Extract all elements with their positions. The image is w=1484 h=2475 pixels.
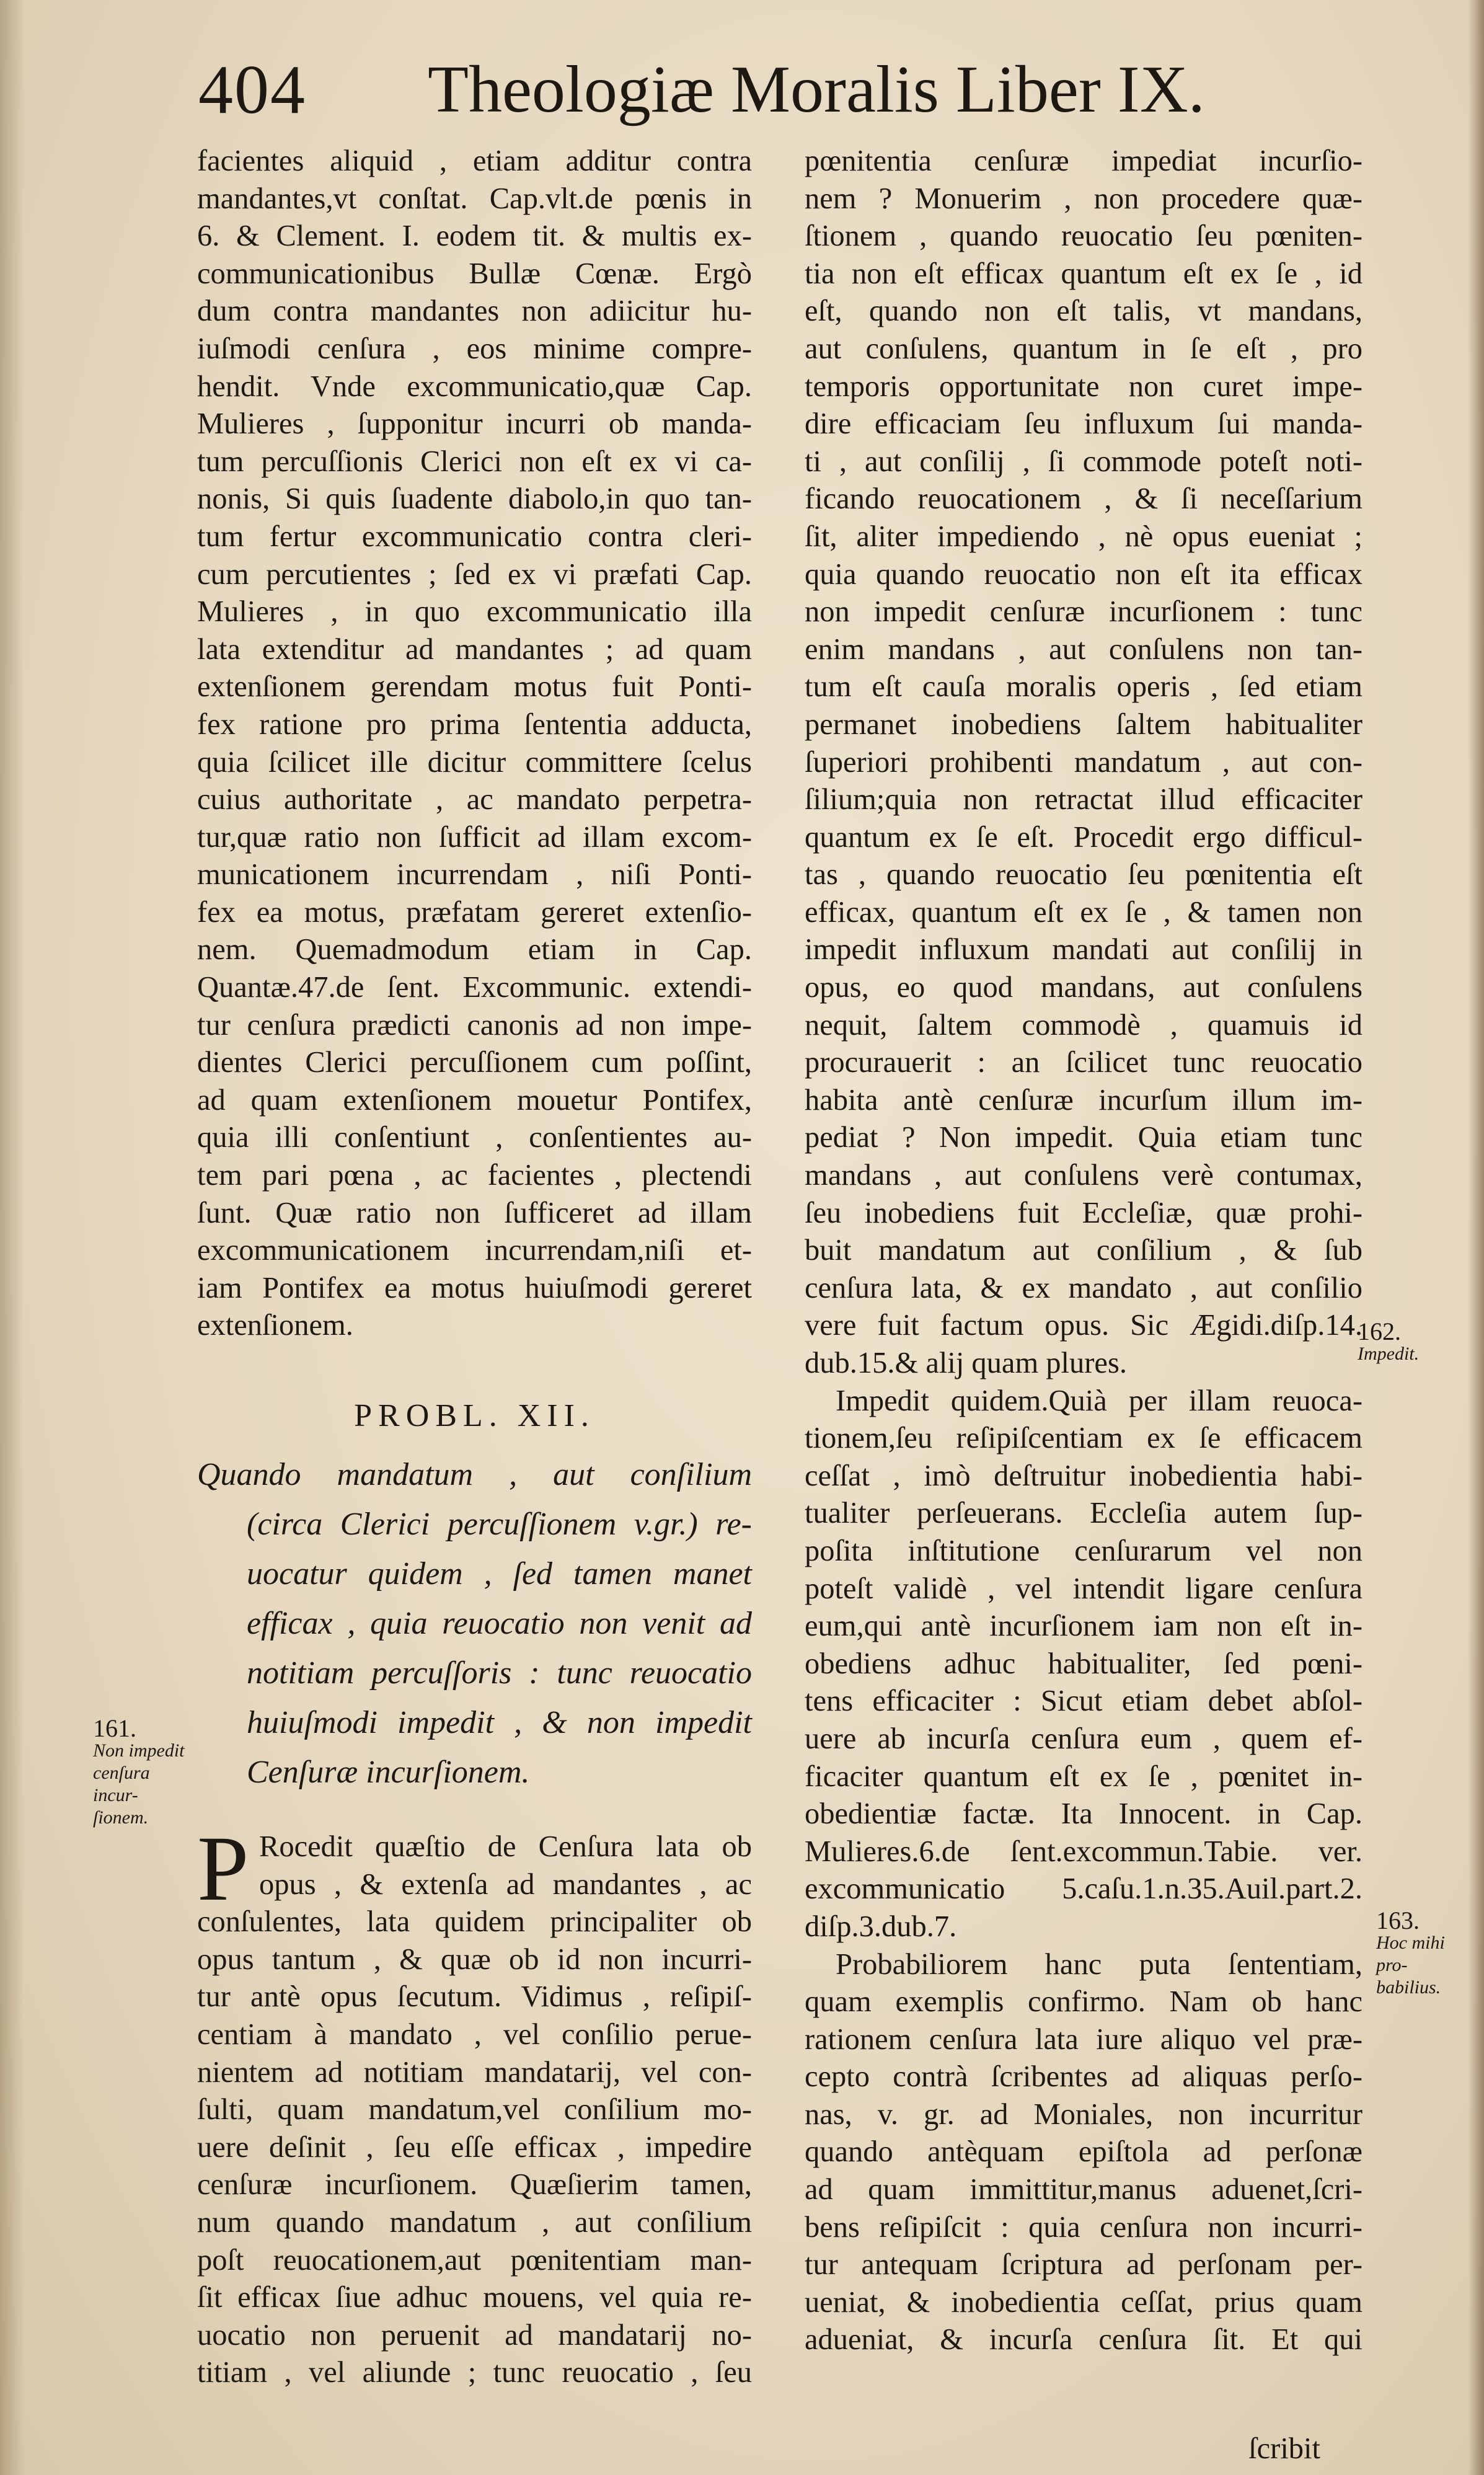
text-line: ficaciter quantum eſt ex ſe , pœnitet in- xyxy=(805,1760,1363,1793)
text-line: efficax , quia reuocatio non venit ad xyxy=(247,1606,752,1641)
text-line: titiam , vel aliunde ; tunc reuocatio , ſeu xyxy=(197,2356,752,2389)
text-line: excommunicatio 5.caſu.1.n.35.Auil.part.2. xyxy=(805,1872,1363,1906)
text-line: tur cenſura prædicti canonis ad non impe- xyxy=(197,1008,752,1042)
text-line: Cenſuræ incurſionem. xyxy=(247,1755,530,1790)
text-line: buit mandatum aut conſilium , & ſub xyxy=(805,1234,1363,1267)
text-line: ſunt. Quæ ratio non ſufficeret ad illam xyxy=(197,1196,752,1229)
page-header xyxy=(198,50,1227,130)
text-line: pediat ? Non impedit. Quia etiam tunc xyxy=(805,1121,1363,1154)
text-line: quantum ex ſe eſt. Procedit ergo difficul- xyxy=(805,820,1363,854)
text-line: ſit, aliter impediendo , nè opus eueniat ; xyxy=(805,520,1363,553)
text-line: permanet inobediens ſaltem habitualiter xyxy=(805,707,1363,741)
text-line: Impedit quidem.Quià per illam reuoca- xyxy=(836,1384,1363,1417)
text-line: nas, v. gr. ad Moniales, non incurritur xyxy=(805,2097,1363,2131)
text-line: impedit influxum mandati aut conſilij in xyxy=(805,933,1363,967)
text-line: huiuſmodi impedit , & non impedit xyxy=(247,1705,752,1740)
text-line: lata extenditur ad mandantes ; ad quam xyxy=(197,632,752,666)
text-line: vere fuit factum opus. Sic Ægidi.diſp.14. xyxy=(805,1309,1363,1342)
text-line: pœnitentia cenſuræ impediat incurſio- xyxy=(805,144,1363,177)
text-line: ceſſat , imò deſtruitur inobedientia habi- xyxy=(805,1459,1363,1492)
text-line: poſt reuocationem,aut pœnitentiam man- xyxy=(197,2243,752,2277)
text-line: communicationibus Bullæ Cœnæ. Ergò xyxy=(197,257,752,290)
text-line: nem. Quemadmodum etiam in Cap. xyxy=(197,933,752,967)
text-line: Quantæ.47.de ſent. Excommunic. extendi- xyxy=(197,971,752,1004)
page-shadow-left xyxy=(0,0,25,2475)
right-text-block-a xyxy=(805,143,1363,1383)
text-line: bens reſipiſcit : quia cenſura non incurri- xyxy=(805,2210,1363,2244)
text-line: uere deſinit , ſeu eſſe efficax , impedire xyxy=(197,2130,752,2164)
text-line: habita antè cenſuræ incurſum illum im- xyxy=(805,1083,1363,1117)
text-line: cum percutientes ; ſed ex vi præfati Cap. xyxy=(197,557,752,591)
running-title: Theologiæ Moralis Liber IX. xyxy=(428,53,1205,126)
text-line: nonis, Si quis ſuadente diabolo,in quo tan- xyxy=(197,482,752,516)
text-line: temporis opportunitate non curet impe- xyxy=(805,370,1363,403)
text-line: dientes Clerici percuſſionem cum poſſint, xyxy=(197,1046,752,1079)
problem-heading: PROBL. XII. xyxy=(354,1398,595,1433)
margin-note-163 xyxy=(1376,1906,1469,1999)
margin-note-number: 163. xyxy=(1376,1906,1420,1934)
text-line: ſulti, quam mandatum,vel conſilium mo- xyxy=(197,2093,752,2127)
right-text-block-b xyxy=(805,1383,1363,1946)
margin-note-number: 162. xyxy=(1358,1317,1401,1345)
text-line: cepto contrà ſcribentes ad aliquas perſo- xyxy=(805,2060,1363,2094)
text-line: iuſmodi cenſura , eos minime compre- xyxy=(197,332,752,365)
text-line: non impedit cenſuræ incurſionem : tunc xyxy=(805,595,1363,629)
right-column xyxy=(805,143,1363,2359)
text-line: tualiter perſeuerans. Eccleſia autem ſup- xyxy=(805,1497,1363,1530)
text-line: Mulieres , in quo excommunicatio illa xyxy=(197,595,752,629)
text-line: ſilium;quia non retractat illud efficaciter xyxy=(805,783,1363,817)
drop-cap: P xyxy=(197,1817,249,1920)
text-line: dum contra mandantes non adiicitur hu- xyxy=(197,294,752,328)
text-line: municationem incurrendam , niſi Ponti- xyxy=(197,858,752,892)
page-number: 404 xyxy=(198,51,306,128)
text-line: ſuperiori prohibenti mandatum , aut con- xyxy=(805,745,1363,779)
text-line: opus, eo quod mandans, aut conſulens xyxy=(805,971,1363,1004)
margin-note-line: Non impedit xyxy=(93,1740,185,1761)
text-line: mandans , aut conſulens verè contumax, xyxy=(805,1159,1363,1192)
text-line: diſp.3.dub.7. xyxy=(805,1910,957,1943)
text-line: enim mandans , aut conſulens non tan- xyxy=(805,632,1363,666)
text-line: 6. & Clement. I. eodem tit. & multis ex- xyxy=(197,219,752,253)
text-line: tur antè opus ſecutum. Vidimus , reſipiſ- xyxy=(197,1980,752,2014)
text-line: hendit. Vnde excommunicatio,quæ Cap. xyxy=(197,370,752,403)
text-line: quia quando reuocatio non eſt ita efficax xyxy=(805,557,1363,591)
text-line: excommunicationem incurrendam,niſi et- xyxy=(197,1234,752,1267)
text-line: eſt, quando non eſt talis, vt mandans, xyxy=(805,294,1363,328)
text-line: quia ſcilicet ille dicitur committere ſcelus xyxy=(197,745,752,779)
text-line: tem pari pœna , ac facientes , plectendi xyxy=(197,1159,752,1192)
text-line: quam exemplis confirmo. Nam ob hanc xyxy=(805,1985,1363,2019)
left-column xyxy=(197,143,752,2392)
text-line: tum percuſſionis Clerici non eſt ex vi ca- xyxy=(197,445,752,478)
text-line: fex ratione pro prima ſententia adducta, xyxy=(197,707,752,741)
text-line: ſtionem , quando reuocatio ſeu pœniten- xyxy=(805,219,1363,253)
page-shadow-right xyxy=(1468,0,1484,2475)
text-line: quia illi conſentiunt , conſentientes au- xyxy=(197,1121,752,1154)
text-line: obedientiæ factæ. Ita Innocent. in Cap. xyxy=(805,1797,1363,1831)
text-line: ad quam immittitur,manus aduenet,ſcri- xyxy=(805,2173,1363,2207)
text-line: extenſionem. xyxy=(197,1309,353,1342)
text-line: uocatio non peruenit ad mandatarij no- xyxy=(197,2318,752,2352)
text-line: facientes aliquid , etiam additur contra xyxy=(197,144,752,177)
text-line: notitiam percuſſoris : tunc reuocatio xyxy=(247,1655,752,1691)
text-line: cuius authoritate , ac mandato perpetra- xyxy=(197,783,752,817)
text-line: conſulentes, lata quidem principaliter ob xyxy=(197,1905,752,1939)
text-line: Rocedit quæſtio de Cenſura lata ob xyxy=(259,1830,752,1863)
text-line: (circa Clerici percuſſionem v.gr.) re- xyxy=(247,1507,752,1542)
text-line: poſita inſtitutione cenſurarum vel non xyxy=(805,1534,1363,1567)
margin-note-number: 161. xyxy=(93,1714,136,1742)
text-line: cenſura lata, & ex mandato , aut conſilio xyxy=(805,1271,1363,1304)
text-line: tionem,ſeu reſipiſcentiam ex ſe efficacem xyxy=(805,1422,1363,1455)
margin-note-line: cenſura incur- xyxy=(93,1763,150,1805)
text-line: tur antequam ſcriptura ad perſonam per- xyxy=(805,2248,1363,2282)
text-line: num quando mandatum , aut conſilium xyxy=(197,2205,752,2239)
text-line: Probabiliorem hanc puta ſententiam, xyxy=(836,1947,1363,1981)
text-line: rationem cenſura lata iure aliquo vel præ- xyxy=(805,2022,1363,2056)
text-line: poteſt validè , vel intendit ligare cenſura xyxy=(805,1572,1363,1605)
text-line: uere ab incurſa cenſura eum , quem ef- xyxy=(805,1722,1363,1755)
text-line: opus tantum , & quæ ob id non incurri- xyxy=(197,1942,752,1976)
text-line: opus , & extenſa ad mandantes , ac xyxy=(259,1867,752,1901)
text-line: Mulieres.6.de ſent.excommun.Tabie. ver. xyxy=(805,1835,1363,1868)
margin-note-line: ſionem. xyxy=(93,1807,149,1828)
text-line: nientem ad notitiam mandatarij, vel con- xyxy=(197,2055,752,2089)
text-line: Mulieres , ſupponitur incurri ob manda- xyxy=(197,407,752,441)
text-line: ad quam extenſionem mouetur Pontifex, xyxy=(197,1083,752,1117)
text-line: fex ea motus, præfatam gereret extenſio- xyxy=(197,895,752,929)
left-text-block xyxy=(197,143,752,1345)
text-line: tum fertur excommunicatio contra cleri- xyxy=(197,520,752,553)
text-line: nem ? Monuerim , non procedere quæ- xyxy=(805,182,1363,215)
text-line: quando antèquam epiſtola ad perſonæ xyxy=(805,2135,1363,2169)
text-line: adueniat, & incurſa cenſura ſit. Et qui xyxy=(805,2323,1363,2357)
text-line: tum eſt cauſa moralis operis , ſed etiam xyxy=(805,670,1363,704)
text-line: ficando reuocationem , & ſi neceſſarium xyxy=(805,482,1363,516)
text-line: procurauerit : an ſcilicet tunc reuocatio xyxy=(805,1046,1363,1079)
text-line: dire efficaciam ſeu influxum ſui manda- xyxy=(805,407,1363,441)
right-text-block-c xyxy=(805,1946,1363,2360)
text-line: aut conſulens, quantum in ſe eſt , pro xyxy=(805,332,1363,365)
text-line: ſeu inobediens fuit Eccleſiæ, quæ prohi- xyxy=(805,1196,1363,1229)
text-line: nequit, ſaltem commodè , quamuis id xyxy=(805,1008,1363,1042)
text-line: tur,quæ ratio non ſufficit ad illam excom- xyxy=(197,820,752,854)
margin-note-line: Hoc mihi pro- xyxy=(1376,1933,1445,1975)
text-line: iam Pontifex ea motus huiuſmodi gereret xyxy=(197,1271,752,1304)
text-line: obediens adhuc habitualiter, ſed pœni- xyxy=(805,1647,1363,1680)
text-line: eum,qui antè incurſionem iam non eſt in- xyxy=(805,1609,1363,1643)
text-line: Quando mandatum , aut conſilium xyxy=(197,1457,752,1492)
text-line: cenſuræ incurſionem. Quæſierim tamen, xyxy=(197,2168,752,2202)
text-line: ſit efficax ſiue adhuc mouens, vel quia re- xyxy=(197,2281,752,2314)
margin-note-161 xyxy=(93,1714,186,1829)
text-line: tens efficaciter : Sicut etiam debet abſol- xyxy=(805,1685,1363,1718)
margin-note-162 xyxy=(1358,1317,1451,1365)
text-line: ueniat, & inobedientia ceſſat, prius quam xyxy=(805,2285,1363,2319)
text-line: uocatur quidem , ſed tamen manet xyxy=(247,1556,752,1592)
text-line: tas , quando reuocatio ſeu pœnitentia eſt xyxy=(805,858,1363,892)
text-line: dub.15.& alij quam plures. xyxy=(805,1347,1127,1379)
margin-note-line: Impedit. xyxy=(1358,1344,1420,1364)
text-line: tia non eſt efficax quantum eſt ex ſe , id xyxy=(805,257,1363,290)
text-line: mandantes,vt conſtat. Cap.vlt.de pœnis in xyxy=(197,182,752,215)
catchword: ſcribit xyxy=(1248,2432,1320,2465)
problem-discussion xyxy=(197,1817,752,2392)
text-line: centiam à mandato , vel conſilio perue- xyxy=(197,2017,752,2051)
margin-note-line: babilius. xyxy=(1376,1977,1441,1998)
text-line: extenſionem gerendam motus fuit Ponti- xyxy=(197,670,752,704)
problem-statement xyxy=(197,1450,752,1797)
text-line: efficax, quantum eſt ex ſe , & tamen non xyxy=(805,895,1363,929)
text-line: ti , aut conſilij , ſi commode poteſt noti- xyxy=(805,445,1363,478)
